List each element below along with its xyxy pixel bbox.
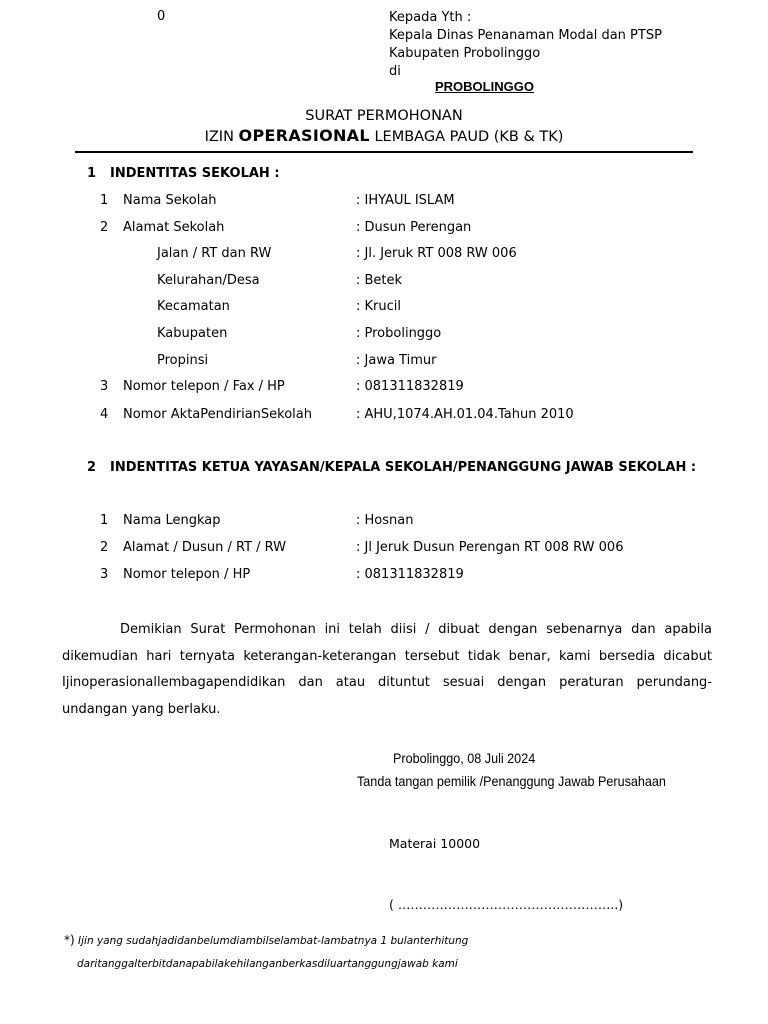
stamp-duty-label: Materai 10000 [389, 836, 481, 851]
row-label: Alamat Sekolah [123, 220, 225, 235]
subtitle-prefix: IZIN [204, 129, 239, 145]
row-label: Nama Lengkap [123, 513, 221, 528]
row-number: 3 [100, 567, 109, 582]
row-value: : Probolinggo [356, 326, 442, 341]
letter-subtitle [0, 126, 768, 145]
row-label: Propinsi [157, 353, 209, 368]
row-number: 1 [100, 513, 109, 528]
row-value: : 081311832819 [356, 379, 464, 394]
footnote-line-1 [64, 933, 468, 947]
recipient-line: Kabupaten Probolinggo [389, 46, 541, 61]
footnote-text-1: Ijin yang sudahjadidanbelumdiambilselambat-lambatnya 1 bulanterhitung [78, 935, 469, 947]
subtitle-emphasis: OPERASIONAL [238, 126, 370, 145]
closing-text: Demikian Surat Permohonan ini telah diisi / dibuat dengan sebenarnya dan apabila dikemudian hari ternyata keterangan-keterangan tersebut tidak benar, kami bersedia dicabut Ijinoperasionallembagapendidikan dan atau dituntut sesuai dengan peraturan perundang-undangan yang berlaku. [62, 622, 712, 718]
row-label: Kecamatan [157, 299, 230, 314]
section2-number: 2 [87, 460, 97, 475]
footnote-marker: *) [64, 933, 75, 947]
row-label: Nama Sekolah [123, 193, 217, 208]
row-value: : 081311832819 [356, 567, 464, 582]
title-divider [75, 151, 693, 153]
section2-heading: INDENTITAS KETUA YAYASAN/KEPALA SEKOLAH/PENANGGUNG JAWAB SEKOLAH : [110, 460, 697, 475]
recipient-block [389, 9, 662, 81]
row-value: : AHU,1074.AH.01.04.Tahun 2010 [356, 407, 574, 422]
row-label: Nomor AktaPendirianSekolah [123, 407, 312, 422]
row-value: : Krucil [356, 299, 401, 314]
recipient-line: Kepala Dinas Penanaman Modal dan PTSP [389, 28, 662, 43]
row-value: : Dusun Perengan [356, 220, 472, 235]
row-value: : Jl. Jeruk RT 008 RW 006 [356, 246, 517, 261]
recipient-line: di [389, 64, 401, 79]
row-number: 2 [100, 540, 109, 555]
recipient-line: Kepada Yth : [389, 10, 472, 25]
signature-caption: Tanda tangan pemilik /Penanggung Jawab Perusahaan [357, 773, 666, 789]
row-value: : IHYAUL ISLAM [356, 193, 455, 208]
section1-number: 1 [87, 166, 97, 181]
row-value: : Betek [356, 273, 403, 288]
document-number: 0 [157, 9, 166, 24]
row-number: 3 [100, 379, 109, 394]
row-number: 4 [100, 407, 109, 422]
row-label: Kabupaten [157, 326, 228, 341]
subtitle-suffix: LEMBAGA PAUD (KB & TK) [369, 129, 564, 145]
closing-paragraph [62, 617, 712, 724]
row-number: 2 [100, 220, 109, 235]
section1-heading: INDENTITAS SEKOLAH : [110, 166, 280, 181]
row-value: : Jl Jeruk Dusun Perengan RT 008 RW 006 [356, 540, 624, 555]
row-value: : Jawa Timur [356, 353, 437, 368]
row-label: Kelurahan/Desa [157, 273, 260, 288]
recipient-city: PROBOLINGGO [435, 79, 534, 94]
row-label: Nomor telepon / HP [123, 567, 251, 582]
footnote-line-2: daritanggalterbitdanapabilakehilanganberkasdiluartanggungjawab kami [77, 958, 458, 970]
letter-title: SURAT PERMOHONAN [305, 108, 463, 124]
row-label: Jalan / RT dan RW [157, 246, 272, 261]
row-label: Alamat / Dusun / RT / RW [123, 540, 287, 555]
row-value: : Hosnan [356, 513, 414, 528]
signature-name-line: ( ……………………………………………..) [389, 897, 624, 912]
row-label: Nomor telepon / Fax / HP [123, 379, 285, 394]
row-number: 1 [100, 193, 109, 208]
signature-city-date: Probolinggo, 08 Juli 2024 [393, 750, 536, 766]
